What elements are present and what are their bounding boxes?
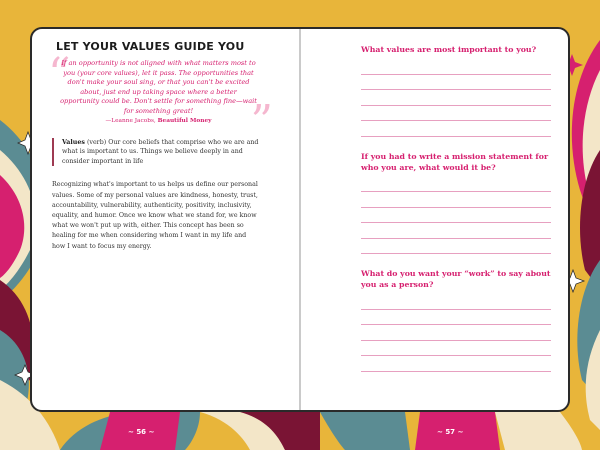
definition-block: [52, 138, 262, 167]
answer-lines[interactable]: [361, 59, 551, 137]
close-quote-icon: ”: [250, 95, 273, 147]
attribution-author: —Leanne Jacobs,: [105, 117, 156, 124]
question-block: [361, 151, 551, 255]
body-paragraph: Recognizing what's important to us helps us define our personal values. Some of my personal values are kindness, honesty, trust, accountability, vulnerability, authenticity, positivity, inclusivity, equality, and humor. Once we know what we stand for, we know what we won't put up with, either. This concept has been so healing for me when considering whom I want in my life and how I want to focus my energy.: [52, 181, 258, 250]
right-page: [361, 44, 551, 372]
question-block: [361, 268, 551, 372]
answer-lines[interactable]: [361, 177, 551, 255]
book-spine: [299, 27, 301, 412]
definition-pos: (verb): [86, 138, 107, 146]
page-number-right: ~ 57 ~: [437, 428, 464, 436]
definition-text: Our core beliefs that comprise who we are and what is important to us. Things we believe deeply in and consider important in life: [62, 138, 259, 165]
question-text: What values are most important to you?: [361, 45, 537, 54]
definition-term: Values: [62, 138, 85, 146]
page-title: LET YOUR VALUES GUIDE YOU: [56, 40, 245, 53]
question-text: What do you want your “work” to say about you as a person?: [361, 269, 551, 289]
question-block: [361, 44, 551, 137]
attribution-book: Beautiful Money: [157, 117, 212, 124]
quote-attribution: [56, 118, 261, 124]
open-quote-icon: “: [48, 49, 71, 100]
question-text: If you had to write a mission statement for who you are, what would it be?: [361, 151, 549, 172]
answer-lines[interactable]: [361, 294, 551, 372]
left-page: [48, 40, 273, 258]
quote-text: If an opportunity is not aligned with what matters most to you (your core values), let it pass. The opportunities that don't make your soul sing, or that you can't be excited about, just end up taking space where a better opportunity could be. Don't settle for something fine—wait for something great!: [60, 59, 257, 115]
page-number-left: ~ 56 ~: [128, 428, 155, 436]
